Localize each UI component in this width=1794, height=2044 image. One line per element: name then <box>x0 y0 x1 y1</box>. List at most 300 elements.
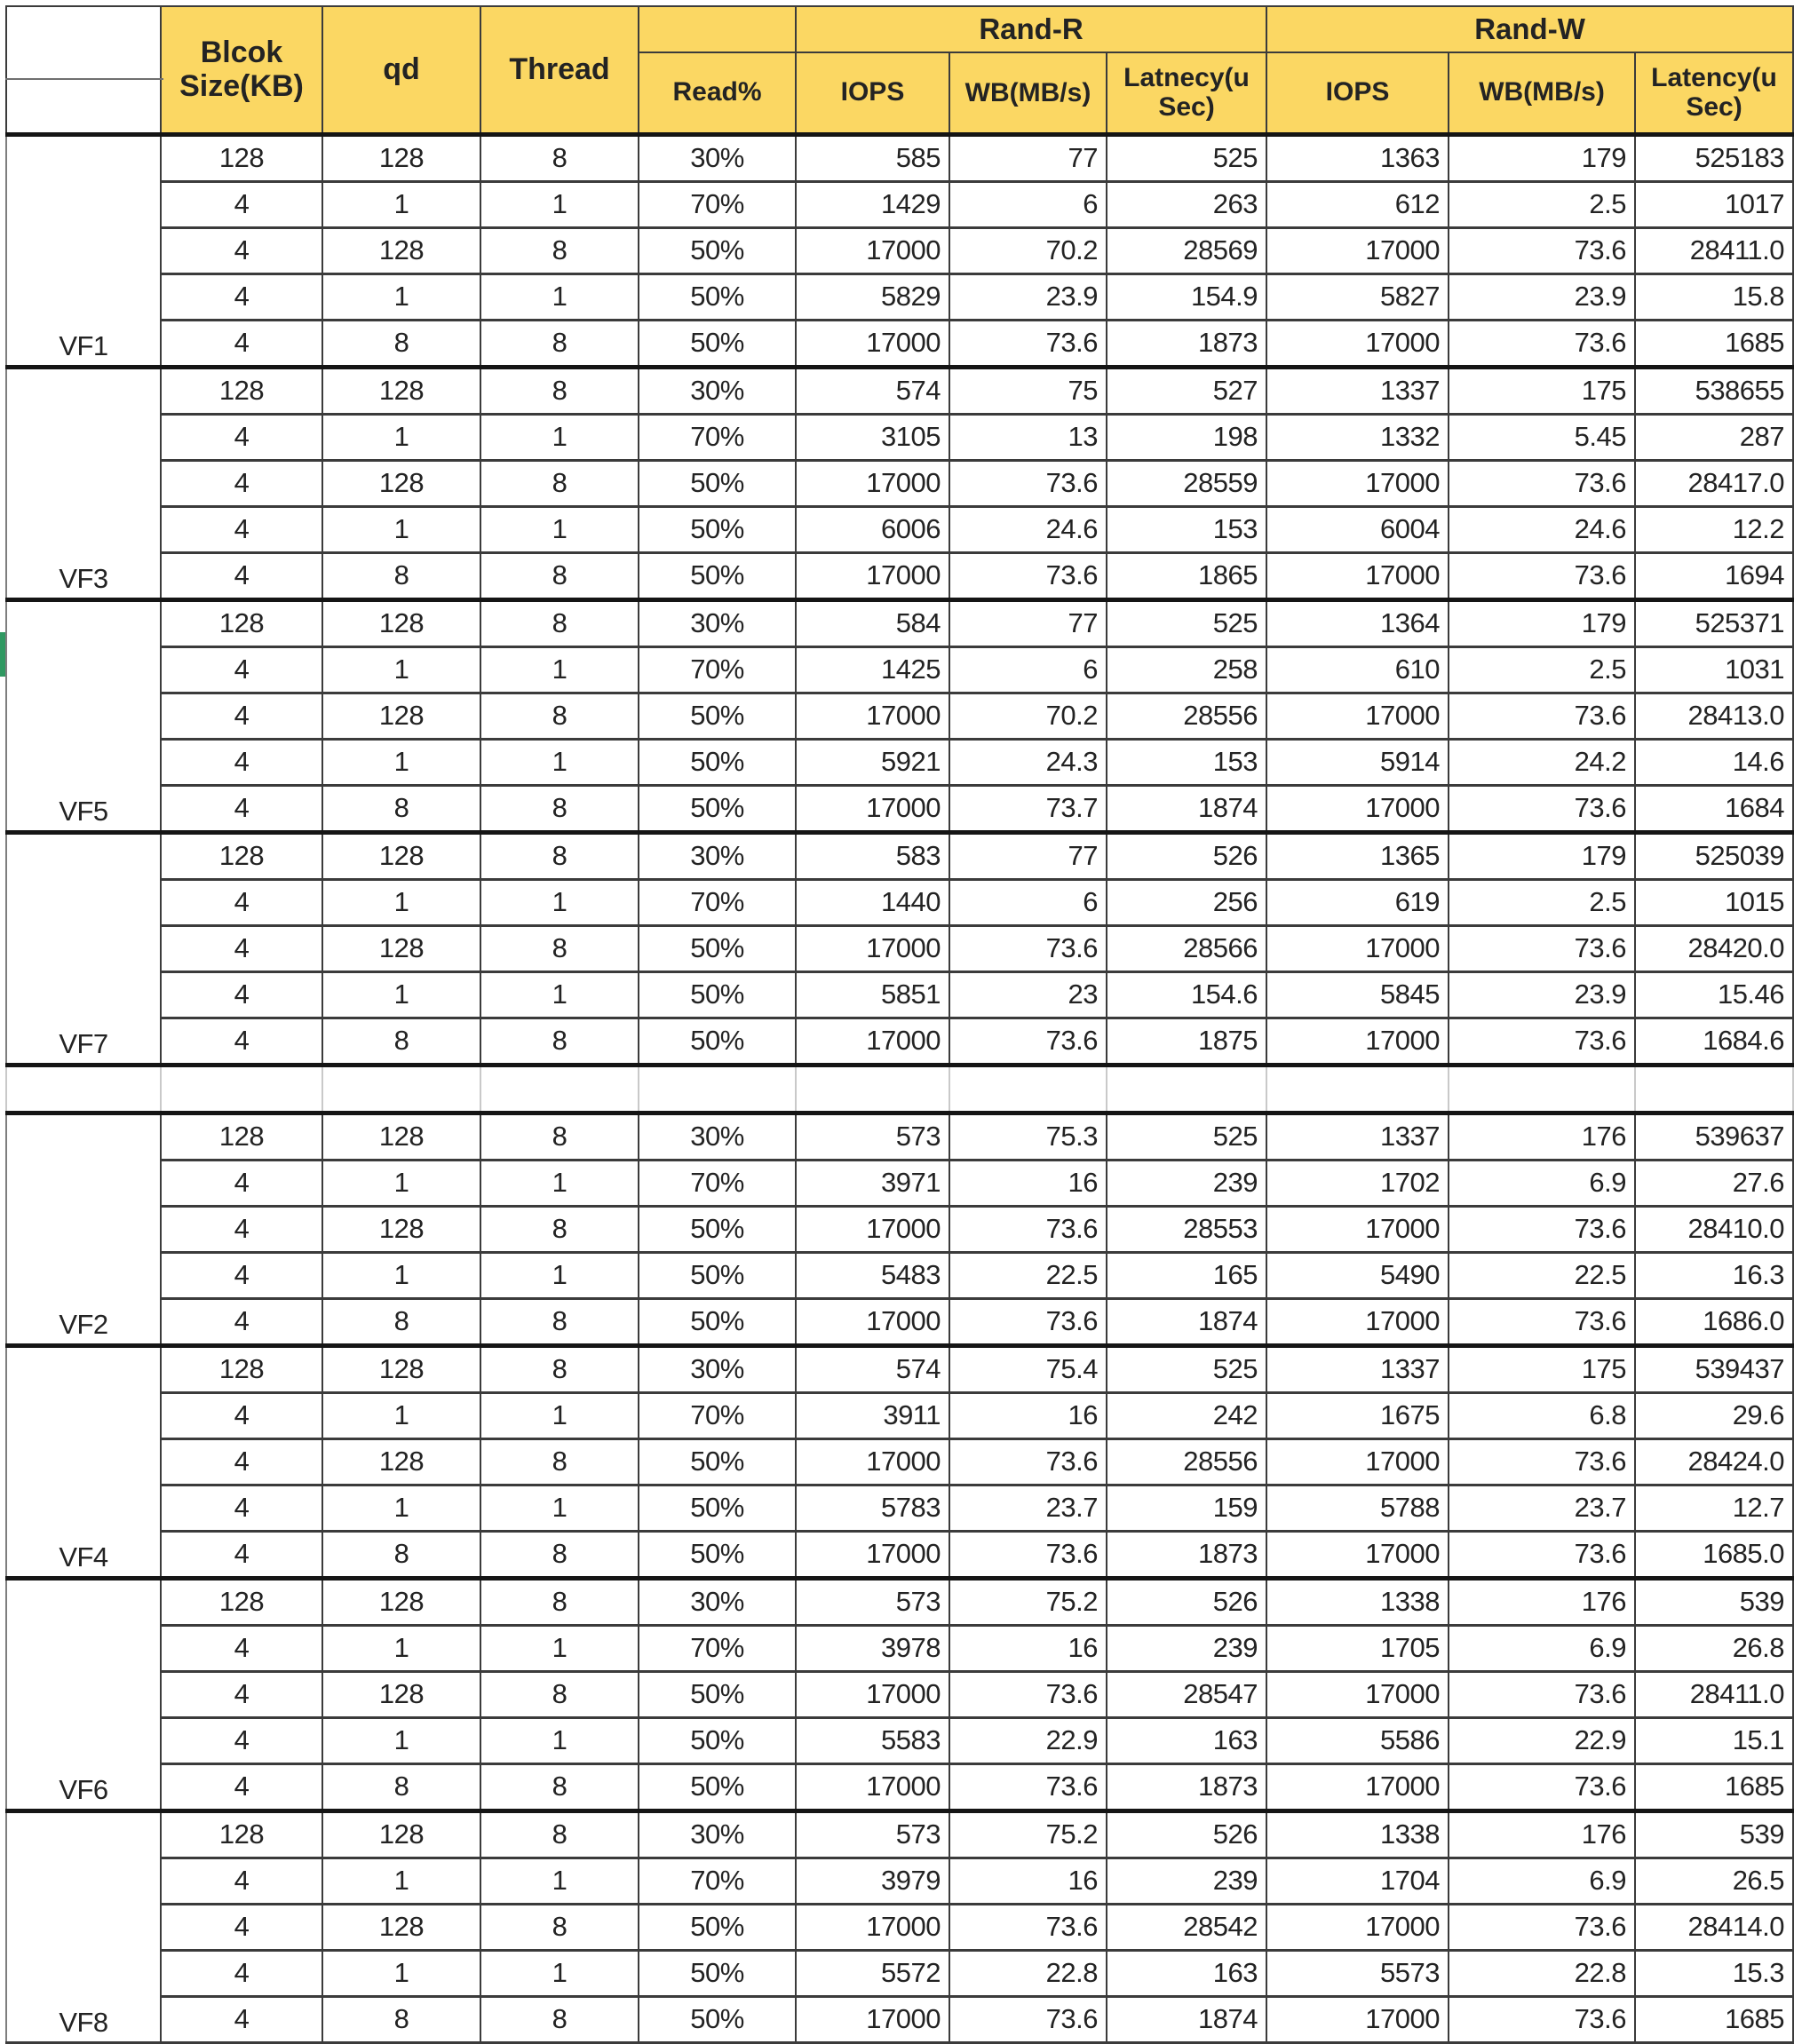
cell-randw-iops[interactable]: 17000 <box>1266 320 1449 367</box>
cell-randw-latency[interactable]: 1685.0 <box>1635 1531 1793 1578</box>
cell-thread[interactable]: 8 <box>480 785 639 832</box>
cell-thread[interactable]: 8 <box>480 1018 639 1065</box>
cell-qd[interactable]: 128 <box>322 1345 480 1392</box>
cell-read-pct[interactable]: 50% <box>639 1018 796 1065</box>
cell-randw-wb[interactable]: 2.5 <box>1449 879 1635 925</box>
cell-block-size[interactable]: 4 <box>161 785 322 832</box>
cell-randw-iops[interactable]: 5573 <box>1266 1950 1449 1996</box>
cell-read-pct[interactable]: 50% <box>639 1904 796 1950</box>
spacer-cell[interactable] <box>1107 1065 1266 1113</box>
cell-randr-wb[interactable]: 73.6 <box>949 925 1107 971</box>
cell-randw-latency[interactable]: 1685 <box>1635 1763 1793 1810</box>
cell-block-size[interactable]: 4 <box>161 646 322 693</box>
cell-randr-wb[interactable]: 73.7 <box>949 785 1107 832</box>
cell-randr-iops[interactable]: 17000 <box>796 925 949 971</box>
cell-randw-latency[interactable]: 287 <box>1635 414 1793 460</box>
cell-randr-latency[interactable]: 28553 <box>1107 1206 1266 1252</box>
cell-thread[interactable]: 1 <box>480 273 639 320</box>
cell-read-pct[interactable]: 30% <box>639 1578 796 1625</box>
cell-read-pct[interactable]: 50% <box>639 1206 796 1252</box>
cell-randw-latency[interactable]: 12.7 <box>1635 1485 1793 1531</box>
cell-randr-wb[interactable]: 6 <box>949 181 1107 227</box>
cell-block-size[interactable]: 128 <box>161 367 322 414</box>
cell-randr-wb[interactable]: 75 <box>949 367 1107 414</box>
cell-randr-iops[interactable]: 5583 <box>796 1717 949 1763</box>
cell-randr-latency[interactable]: 28547 <box>1107 1671 1266 1717</box>
cell-randw-wb[interactable]: 73.6 <box>1449 1531 1635 1578</box>
cell-randw-iops[interactable]: 5586 <box>1266 1717 1449 1763</box>
cell-qd[interactable]: 128 <box>322 1438 480 1485</box>
cell-randr-iops[interactable]: 17000 <box>796 785 949 832</box>
cell-randw-iops[interactable]: 1338 <box>1266 1810 1449 1858</box>
cell-block-size[interactable]: 4 <box>161 1206 322 1252</box>
cell-randw-wb[interactable]: 73.6 <box>1449 1763 1635 1810</box>
cell-read-pct[interactable]: 50% <box>639 552 796 599</box>
cell-qd[interactable]: 128 <box>322 460 480 506</box>
cell-randr-latency[interactable]: 154.9 <box>1107 273 1266 320</box>
cell-thread[interactable]: 1 <box>480 1392 639 1438</box>
cell-read-pct[interactable]: 50% <box>639 460 796 506</box>
cell-thread[interactable]: 1 <box>480 646 639 693</box>
cell-thread[interactable]: 1 <box>480 971 639 1018</box>
cell-thread[interactable]: 8 <box>480 460 639 506</box>
vf-group-label[interactable]: VF1 <box>6 134 161 367</box>
cell-read-pct[interactable]: 70% <box>639 1392 796 1438</box>
cell-qd[interactable]: 1 <box>322 1485 480 1531</box>
cell-block-size[interactable]: 4 <box>161 1858 322 1904</box>
cell-randr-iops[interactable]: 5783 <box>796 1485 949 1531</box>
cell-randr-wb[interactable]: 23.7 <box>949 1485 1107 1531</box>
header-rand-w[interactable]: Rand-W <box>1266 6 1793 52</box>
cell-randr-wb[interactable]: 22.9 <box>949 1717 1107 1763</box>
cell-randr-latency[interactable]: 165 <box>1107 1252 1266 1298</box>
cell-randw-iops[interactable]: 17000 <box>1266 785 1449 832</box>
cell-randr-wb[interactable]: 24.6 <box>949 506 1107 552</box>
cell-randr-latency[interactable]: 153 <box>1107 739 1266 785</box>
cell-randw-wb[interactable]: 73.6 <box>1449 1996 1635 2042</box>
cell-thread[interactable]: 1 <box>480 1858 639 1904</box>
cell-randw-wb[interactable]: 22.8 <box>1449 1950 1635 1996</box>
cell-randw-latency[interactable]: 1685 <box>1635 320 1793 367</box>
cell-randr-iops[interactable]: 1429 <box>796 181 949 227</box>
cell-randr-iops[interactable]: 3979 <box>796 1858 949 1904</box>
cell-randr-latency[interactable]: 1875 <box>1107 1018 1266 1065</box>
cell-qd[interactable]: 8 <box>322 1531 480 1578</box>
cell-qd[interactable]: 1 <box>322 1392 480 1438</box>
cell-randw-latency[interactable]: 14.6 <box>1635 739 1793 785</box>
cell-randw-wb[interactable]: 24.2 <box>1449 739 1635 785</box>
cell-randw-wb[interactable]: 73.6 <box>1449 785 1635 832</box>
cell-randw-latency[interactable]: 28424.0 <box>1635 1438 1793 1485</box>
vf-group-label[interactable]: VF2 <box>6 1113 161 1345</box>
cell-thread[interactable]: 8 <box>480 552 639 599</box>
cell-randw-iops[interactable]: 17000 <box>1266 1018 1449 1065</box>
cell-randr-wb[interactable]: 75.2 <box>949 1578 1107 1625</box>
cell-randw-latency[interactable]: 15.46 <box>1635 971 1793 1018</box>
cell-qd[interactable]: 128 <box>322 599 480 646</box>
cell-randr-latency[interactable]: 258 <box>1107 646 1266 693</box>
cell-randw-wb[interactable]: 179 <box>1449 832 1635 879</box>
cell-randw-latency[interactable]: 29.6 <box>1635 1392 1793 1438</box>
cell-randw-wb[interactable]: 175 <box>1449 1345 1635 1392</box>
cell-read-pct[interactable]: 50% <box>639 506 796 552</box>
cell-read-pct[interactable]: 70% <box>639 879 796 925</box>
cell-randr-latency[interactable]: 527 <box>1107 367 1266 414</box>
cell-randw-iops[interactable]: 1702 <box>1266 1160 1449 1206</box>
cell-randr-wb[interactable]: 6 <box>949 879 1107 925</box>
cell-randw-latency[interactable]: 26.8 <box>1635 1625 1793 1671</box>
cell-randr-wb[interactable]: 73.6 <box>949 1996 1107 2042</box>
cell-randw-iops[interactable]: 17000 <box>1266 552 1449 599</box>
cell-thread[interactable]: 1 <box>480 1160 639 1206</box>
cell-block-size[interactable]: 4 <box>161 460 322 506</box>
cell-randr-latency[interactable]: 525 <box>1107 599 1266 646</box>
cell-randw-latency[interactable]: 28410.0 <box>1635 1206 1793 1252</box>
cell-read-pct[interactable]: 30% <box>639 832 796 879</box>
cell-block-size[interactable]: 4 <box>161 1625 322 1671</box>
cell-randw-iops[interactable]: 17000 <box>1266 925 1449 971</box>
cell-randr-iops[interactable]: 17000 <box>796 1298 949 1345</box>
cell-randr-iops[interactable]: 573 <box>796 1578 949 1625</box>
cell-randr-iops[interactable]: 17000 <box>796 1904 949 1950</box>
cell-block-size[interactable]: 128 <box>161 1578 322 1625</box>
cell-randw-wb[interactable]: 73.6 <box>1449 1018 1635 1065</box>
cell-randr-iops[interactable]: 5483 <box>796 1252 949 1298</box>
cell-read-pct[interactable]: 70% <box>639 414 796 460</box>
vf-group-label[interactable]: VF3 <box>6 367 161 599</box>
cell-randr-wb[interactable]: 73.6 <box>949 1531 1107 1578</box>
cell-randw-iops[interactable]: 17000 <box>1266 460 1449 506</box>
cell-qd[interactable]: 1 <box>322 181 480 227</box>
cell-randw-wb[interactable]: 23.9 <box>1449 273 1635 320</box>
cell-randw-latency[interactable]: 525371 <box>1635 599 1793 646</box>
cell-randr-wb[interactable]: 24.3 <box>949 739 1107 785</box>
cell-read-pct[interactable]: 70% <box>639 1160 796 1206</box>
spacer-cell[interactable] <box>1449 1065 1635 1113</box>
spacer-cell[interactable] <box>161 1065 322 1113</box>
cell-randr-iops[interactable]: 17000 <box>796 1763 949 1810</box>
cell-randr-latency[interactable]: 28542 <box>1107 1904 1266 1950</box>
cell-randr-iops[interactable]: 17000 <box>796 693 949 739</box>
header-read-pct[interactable]: Read% <box>639 52 796 134</box>
cell-read-pct[interactable]: 50% <box>639 1950 796 1996</box>
spacer-cell[interactable] <box>796 1065 949 1113</box>
cell-randr-wb[interactable]: 75.4 <box>949 1345 1107 1392</box>
cell-randr-latency[interactable]: 239 <box>1107 1160 1266 1206</box>
cell-randr-latency[interactable]: 28556 <box>1107 1438 1266 1485</box>
cell-randw-iops[interactable]: 17000 <box>1266 1763 1449 1810</box>
cell-randr-iops[interactable]: 17000 <box>796 1438 949 1485</box>
cell-randw-latency[interactable]: 28417.0 <box>1635 460 1793 506</box>
cell-read-pct[interactable]: 70% <box>639 1625 796 1671</box>
cell-read-pct[interactable]: 30% <box>639 599 796 646</box>
cell-randw-wb[interactable]: 73.6 <box>1449 227 1635 273</box>
cell-randr-latency[interactable]: 1873 <box>1107 1763 1266 1810</box>
cell-read-pct[interactable]: 70% <box>639 1858 796 1904</box>
cell-randw-latency[interactable]: 28411.0 <box>1635 1671 1793 1717</box>
cell-block-size[interactable]: 128 <box>161 599 322 646</box>
cell-randw-latency[interactable]: 539637 <box>1635 1113 1793 1160</box>
cell-randw-iops[interactable]: 17000 <box>1266 227 1449 273</box>
cell-read-pct[interactable]: 50% <box>639 1671 796 1717</box>
cell-randr-wb[interactable]: 75.3 <box>949 1113 1107 1160</box>
cell-randw-iops[interactable]: 5788 <box>1266 1485 1449 1531</box>
cell-randr-wb[interactable]: 73.6 <box>949 460 1107 506</box>
cell-randw-iops[interactable]: 17000 <box>1266 1206 1449 1252</box>
cell-qd[interactable]: 8 <box>322 1763 480 1810</box>
cell-qd[interactable]: 8 <box>322 320 480 367</box>
cell-randw-wb[interactable]: 176 <box>1449 1113 1635 1160</box>
cell-randr-wb[interactable]: 70.2 <box>949 227 1107 273</box>
cell-randw-iops[interactable]: 1337 <box>1266 1113 1449 1160</box>
cell-read-pct[interactable]: 50% <box>639 273 796 320</box>
cell-randw-latency[interactable]: 539437 <box>1635 1345 1793 1392</box>
cell-randr-latency[interactable]: 526 <box>1107 1810 1266 1858</box>
cell-randw-latency[interactable]: 12.2 <box>1635 506 1793 552</box>
cell-qd[interactable]: 128 <box>322 1578 480 1625</box>
cell-randw-iops[interactable]: 17000 <box>1266 1298 1449 1345</box>
cell-block-size[interactable]: 4 <box>161 1160 322 1206</box>
cell-randw-iops[interactable]: 612 <box>1266 181 1449 227</box>
cell-thread[interactable]: 8 <box>480 1206 639 1252</box>
cell-randr-iops[interactable]: 6006 <box>796 506 949 552</box>
cell-randr-iops[interactable]: 5921 <box>796 739 949 785</box>
cell-randw-iops[interactable]: 17000 <box>1266 1904 1449 1950</box>
cell-thread[interactable]: 1 <box>480 739 639 785</box>
cell-randw-latency[interactable]: 539 <box>1635 1578 1793 1625</box>
vf-group-label[interactable]: VF5 <box>6 599 161 832</box>
cell-randw-iops[interactable]: 17000 <box>1266 1531 1449 1578</box>
cell-read-pct[interactable]: 50% <box>639 739 796 785</box>
spacer-cell[interactable] <box>322 1065 480 1113</box>
cell-randr-wb[interactable]: 70.2 <box>949 693 1107 739</box>
cell-randw-wb[interactable]: 176 <box>1449 1578 1635 1625</box>
cell-randw-wb[interactable]: 23.9 <box>1449 971 1635 1018</box>
cell-randr-latency[interactable]: 1873 <box>1107 1531 1266 1578</box>
cell-randr-wb[interactable]: 73.6 <box>949 1671 1107 1717</box>
cell-read-pct[interactable]: 50% <box>639 925 796 971</box>
header-randr-iops[interactable]: IOPS <box>796 52 949 134</box>
cell-randr-latency[interactable]: 526 <box>1107 1578 1266 1625</box>
cell-randr-latency[interactable]: 28566 <box>1107 925 1266 971</box>
header-randr-latency[interactable] <box>1107 52 1266 134</box>
cell-qd[interactable]: 128 <box>322 367 480 414</box>
cell-randw-iops[interactable]: 17000 <box>1266 1996 1449 2042</box>
spacer-cell[interactable] <box>1266 1065 1449 1113</box>
spacer-cell[interactable] <box>949 1065 1107 1113</box>
cell-qd[interactable]: 1 <box>322 1625 480 1671</box>
cell-randw-iops[interactable]: 6004 <box>1266 506 1449 552</box>
cell-randr-wb[interactable]: 77 <box>949 599 1107 646</box>
cell-randr-wb[interactable]: 73.6 <box>949 1438 1107 1485</box>
cell-randw-iops[interactable]: 1705 <box>1266 1625 1449 1671</box>
cell-block-size[interactable]: 4 <box>161 320 322 367</box>
cell-block-size[interactable]: 4 <box>161 1717 322 1763</box>
cell-randw-iops[interactable]: 17000 <box>1266 1438 1449 1485</box>
cell-randr-wb[interactable]: 73.6 <box>949 1298 1107 1345</box>
cell-randr-iops[interactable]: 573 <box>796 1810 949 1858</box>
vf-group-label[interactable]: VF4 <box>6 1345 161 1578</box>
cell-randr-iops[interactable]: 17000 <box>796 1206 949 1252</box>
cell-randw-iops[interactable]: 1365 <box>1266 832 1449 879</box>
cell-randw-latency[interactable]: 28413.0 <box>1635 693 1793 739</box>
cell-qd[interactable]: 8 <box>322 1996 480 2042</box>
cell-randr-wb[interactable]: 16 <box>949 1392 1107 1438</box>
cell-randw-latency[interactable]: 525039 <box>1635 832 1793 879</box>
cell-thread[interactable]: 8 <box>480 1763 639 1810</box>
header-randw-wb[interactable]: WB(MB/s) <box>1449 52 1635 134</box>
cell-randr-latency[interactable]: 198 <box>1107 414 1266 460</box>
cell-randw-latency[interactable]: 1017 <box>1635 181 1793 227</box>
cell-thread[interactable]: 1 <box>480 414 639 460</box>
cell-randw-iops[interactable]: 1337 <box>1266 367 1449 414</box>
cell-read-pct[interactable]: 70% <box>639 181 796 227</box>
cell-randw-wb[interactable]: 73.6 <box>1449 925 1635 971</box>
cell-thread[interactable]: 1 <box>480 1485 639 1531</box>
header-thread[interactable]: Thread <box>480 6 639 134</box>
cell-block-size[interactable]: 4 <box>161 1392 322 1438</box>
cell-read-pct[interactable]: 30% <box>639 134 796 181</box>
vf-group-label[interactable]: VF6 <box>6 1578 161 1810</box>
cell-randw-wb[interactable]: 73.6 <box>1449 1904 1635 1950</box>
cell-randr-iops[interactable]: 17000 <box>796 227 949 273</box>
cell-randw-latency[interactable]: 15.8 <box>1635 273 1793 320</box>
cell-thread[interactable]: 8 <box>480 1904 639 1950</box>
cell-randr-iops[interactable]: 17000 <box>796 552 949 599</box>
cell-randr-latency[interactable]: 526 <box>1107 832 1266 879</box>
cell-randw-wb[interactable]: 73.6 <box>1449 320 1635 367</box>
cell-randr-latency[interactable]: 239 <box>1107 1858 1266 1904</box>
cell-randw-latency[interactable]: 1686.0 <box>1635 1298 1793 1345</box>
cell-randr-iops[interactable]: 1425 <box>796 646 949 693</box>
cell-thread[interactable]: 8 <box>480 1996 639 2042</box>
cell-randw-iops[interactable]: 610 <box>1266 646 1449 693</box>
cell-read-pct[interactable]: 50% <box>639 971 796 1018</box>
header-qd[interactable]: qd <box>322 6 480 134</box>
spacer-cell[interactable] <box>480 1065 639 1113</box>
cell-randr-wb[interactable]: 73.6 <box>949 1763 1107 1810</box>
cell-randw-latency[interactable]: 28414.0 <box>1635 1904 1793 1950</box>
cell-qd[interactable]: 8 <box>322 552 480 599</box>
cell-block-size[interactable]: 4 <box>161 227 322 273</box>
header-randw-iops[interactable]: IOPS <box>1266 52 1449 134</box>
cell-randr-wb[interactable]: 16 <box>949 1625 1107 1671</box>
cell-block-size[interactable]: 4 <box>161 1438 322 1485</box>
cell-randr-iops[interactable]: 17000 <box>796 1671 949 1717</box>
cell-randw-latency[interactable]: 15.3 <box>1635 1950 1793 1996</box>
cell-block-size[interactable]: 4 <box>161 1018 322 1065</box>
cell-randr-iops[interactable]: 3971 <box>796 1160 949 1206</box>
cell-block-size[interactable]: 4 <box>161 1252 322 1298</box>
cell-randr-wb[interactable]: 73.6 <box>949 320 1107 367</box>
cell-randr-latency[interactable]: 163 <box>1107 1950 1266 1996</box>
cell-thread[interactable]: 8 <box>480 227 639 273</box>
cell-block-size[interactable]: 4 <box>161 1671 322 1717</box>
cell-randr-iops[interactable]: 5572 <box>796 1950 949 1996</box>
cell-randw-wb[interactable]: 22.9 <box>1449 1717 1635 1763</box>
cell-randr-wb[interactable]: 77 <box>949 134 1107 181</box>
cell-randr-latency[interactable]: 1865 <box>1107 552 1266 599</box>
cell-block-size[interactable]: 128 <box>161 832 322 879</box>
cell-randr-wb[interactable]: 6 <box>949 646 1107 693</box>
cell-randr-iops[interactable]: 5829 <box>796 273 949 320</box>
cell-randr-iops[interactable]: 583 <box>796 832 949 879</box>
cell-randw-wb[interactable]: 6.8 <box>1449 1392 1635 1438</box>
cell-block-size[interactable]: 4 <box>161 552 322 599</box>
cell-randw-latency[interactable]: 27.6 <box>1635 1160 1793 1206</box>
cell-randw-iops[interactable]: 1338 <box>1266 1578 1449 1625</box>
cell-randw-wb[interactable]: 73.6 <box>1449 460 1635 506</box>
cell-qd[interactable]: 128 <box>322 1113 480 1160</box>
cell-randr-iops[interactable]: 17000 <box>796 1996 949 2042</box>
cell-randw-wb[interactable]: 73.6 <box>1449 1298 1635 1345</box>
cell-thread[interactable]: 8 <box>480 1531 639 1578</box>
cell-randr-wb[interactable]: 73.6 <box>949 1206 1107 1252</box>
cell-randr-latency[interactable]: 28569 <box>1107 227 1266 273</box>
cell-randw-wb[interactable]: 6.9 <box>1449 1625 1635 1671</box>
cell-randw-wb[interactable]: 23.7 <box>1449 1485 1635 1531</box>
cell-randw-latency[interactable]: 1684.6 <box>1635 1018 1793 1065</box>
cell-thread[interactable]: 8 <box>480 1578 639 1625</box>
cell-randw-latency[interactable]: 538655 <box>1635 367 1793 414</box>
cell-randr-wb[interactable]: 22.5 <box>949 1252 1107 1298</box>
cell-read-pct[interactable]: 50% <box>639 227 796 273</box>
cell-read-pct[interactable]: 30% <box>639 1345 796 1392</box>
cell-qd[interactable]: 128 <box>322 1671 480 1717</box>
cell-randr-latency[interactable]: 28556 <box>1107 693 1266 739</box>
cell-block-size[interactable]: 128 <box>161 1810 322 1858</box>
cell-block-size[interactable]: 128 <box>161 1113 322 1160</box>
cell-randr-latency[interactable]: 525 <box>1107 134 1266 181</box>
cell-read-pct[interactable]: 50% <box>639 1717 796 1763</box>
cell-randr-latency[interactable]: 153 <box>1107 506 1266 552</box>
cell-qd[interactable]: 128 <box>322 134 480 181</box>
cell-block-size[interactable]: 4 <box>161 1996 322 2042</box>
cell-block-size[interactable]: 4 <box>161 1763 322 1810</box>
cell-randw-iops[interactable]: 619 <box>1266 879 1449 925</box>
cell-randw-latency[interactable]: 1685 <box>1635 1996 1793 2042</box>
cell-block-size[interactable]: 4 <box>161 506 322 552</box>
cell-randw-wb[interactable]: 6.9 <box>1449 1858 1635 1904</box>
cell-qd[interactable]: 128 <box>322 1904 480 1950</box>
cell-qd[interactable]: 1 <box>322 971 480 1018</box>
cell-read-pct[interactable]: 50% <box>639 1438 796 1485</box>
cell-thread[interactable]: 1 <box>480 506 639 552</box>
cell-block-size[interactable]: 4 <box>161 1485 322 1531</box>
cell-randw-wb[interactable]: 73.6 <box>1449 693 1635 739</box>
cell-thread[interactable]: 8 <box>480 1438 639 1485</box>
cell-read-pct[interactable]: 50% <box>639 1298 796 1345</box>
cell-read-pct[interactable]: 50% <box>639 1252 796 1298</box>
cell-randr-iops[interactable]: 17000 <box>796 1018 949 1065</box>
cell-thread[interactable]: 1 <box>480 1252 639 1298</box>
header-randw-latency[interactable] <box>1635 52 1793 134</box>
cell-randw-latency[interactable]: 28420.0 <box>1635 925 1793 971</box>
cell-randr-iops[interactable]: 574 <box>796 367 949 414</box>
cell-randr-latency[interactable]: 1874 <box>1107 1298 1266 1345</box>
cell-randr-iops[interactable]: 17000 <box>796 460 949 506</box>
cell-thread[interactable]: 1 <box>480 1625 639 1671</box>
cell-qd[interactable]: 1 <box>322 1858 480 1904</box>
cell-block-size[interactable]: 4 <box>161 1298 322 1345</box>
cell-randr-wb[interactable]: 73.6 <box>949 1018 1107 1065</box>
cell-randr-iops[interactable]: 573 <box>796 1113 949 1160</box>
cell-qd[interactable]: 1 <box>322 1717 480 1763</box>
cell-thread[interactable]: 1 <box>480 1950 639 1996</box>
cell-randr-wb[interactable]: 23 <box>949 971 1107 1018</box>
cell-randr-latency[interactable]: 1874 <box>1107 785 1266 832</box>
cell-randw-latency[interactable]: 1015 <box>1635 879 1793 925</box>
